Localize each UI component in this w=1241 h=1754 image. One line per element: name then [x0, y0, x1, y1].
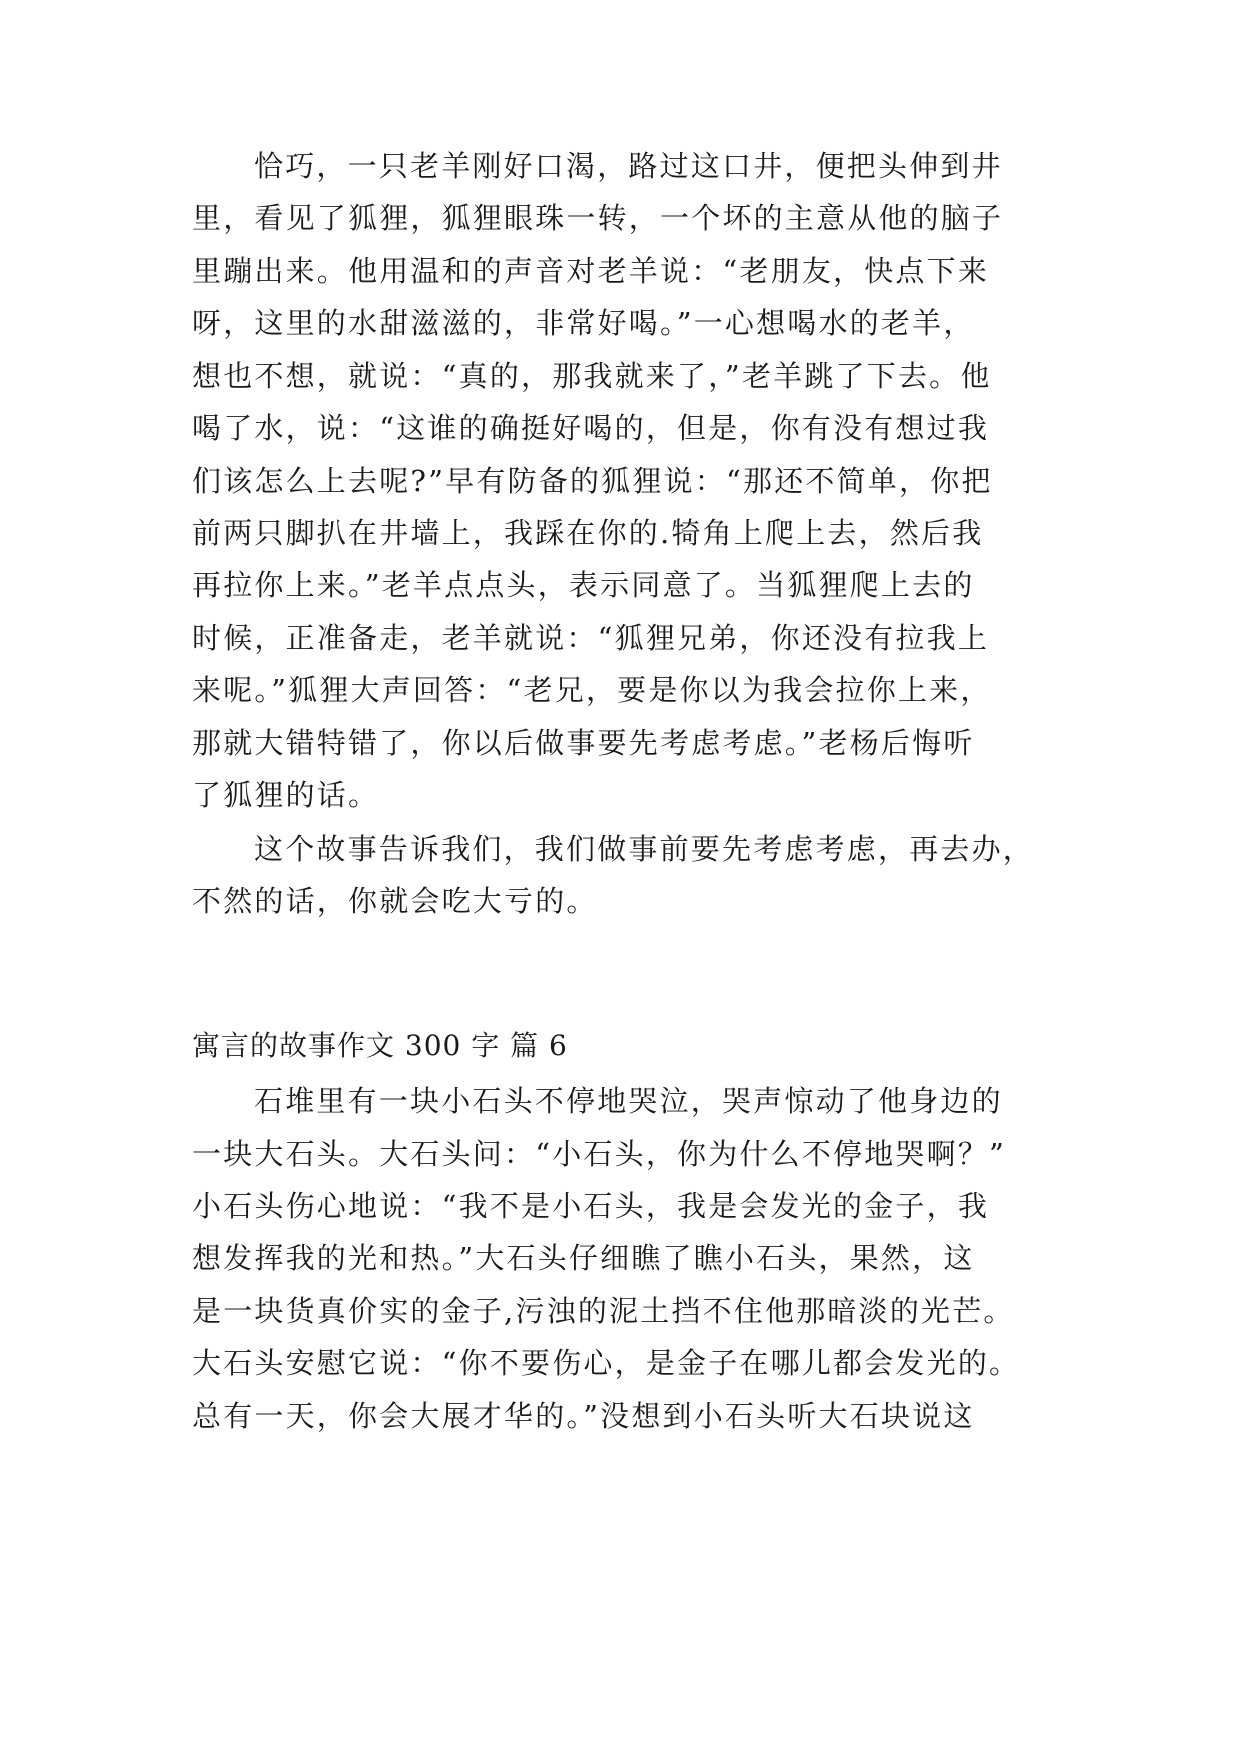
paragraph-line: 了狐狸的话。 — [192, 778, 380, 812]
paragraph-line: 时候，正准备走，老羊就说：“狐狸兄弟，你还没有拉我上 — [192, 621, 990, 655]
paragraph-line: 大石头安慰它说：“你不要伤心，是金子在哪儿都会发光的。 — [192, 1346, 1021, 1380]
paragraph-line: 再拉你上来。”老羊点点头，表示同意了。当狐狸爬上去的 — [192, 568, 975, 602]
paragraph-line: 来呢。”狐狸大声回答：“老兄，要是你以为我会拉你上来， — [192, 673, 992, 707]
paragraph-line: 不然的话，你就会吃大亏的。 — [192, 884, 598, 918]
paragraph-line: 想也不想，就说：“真的，那我就来了，”老羊跳了下去。他 — [192, 359, 992, 393]
paragraph-line: 石堆里有一块小石头不停地哭泣，哭声惊动了他身边的 — [254, 1084, 1003, 1118]
paragraph-line: 前两只脚扒在井墙上，我踩在你的.犄角上爬上去，然后我 — [192, 516, 984, 550]
paragraph-line: 喝了水，说：“这谁的确挺好喝的，但是，你有没有想过我 — [192, 411, 990, 445]
paragraph-line: 一块大石头。大石头问：“小石头，你为什么不停地哭啊？” — [192, 1137, 1007, 1171]
paragraph-line: 里蹦出来。他用温和的声音对老羊说：“老朋友，快点下来 — [192, 254, 990, 288]
paragraph-line: 那就大错特错了，你以后做事要先考虑考虑。”老杨后悔听 — [192, 726, 975, 760]
paragraph-line: 呀，这里的水甜滋滋的，非常好喝。”一心想喝水的老羊， — [192, 306, 975, 340]
paragraph-line: 这个故事告诉我们，我们做事前要先考虑考虑，再去办， — [254, 832, 1035, 866]
paragraph-line: 们该怎么上去呢?”早有防备的狐狸说：“那还不简单，你把 — [192, 464, 993, 498]
paragraph-line: 小石头伤心地说：“我不是小石头，我是会发光的金子，我 — [192, 1189, 990, 1223]
section-heading: 寓言的故事作文 300 字 篇 6 — [192, 1029, 568, 1062]
paragraph-line: 总有一天，你会大展才华的。”没想到小石头听大石块说这 — [192, 1399, 975, 1433]
paragraph-line: 是一块货真价实的金子,污浊的泥土挡不住他那暗淡的光芒。 — [192, 1294, 1015, 1328]
paragraph-line: 里，看见了狐狸，狐狸眼珠一转，一个坏的主意从他的脑子 — [192, 201, 1004, 235]
paragraph-line: 恰巧，一只老羊刚好口渴，路过这口井，便把头伸到井 — [254, 149, 1003, 183]
paragraph-line: 想发挥我的光和热。”大石头仔细瞧了瞧小石头，果然，这 — [192, 1241, 975, 1275]
